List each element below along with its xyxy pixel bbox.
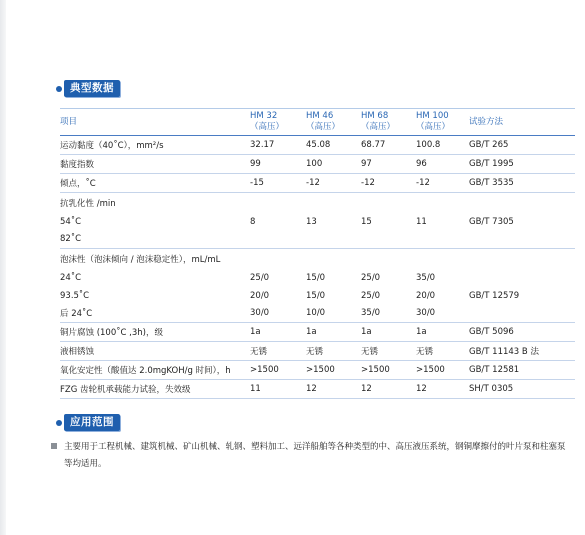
subrow-label: 24˚C [60, 272, 82, 283]
cell-value: 无锈 [416, 342, 469, 361]
section-header-typical-data [56, 80, 120, 97]
table-row [60, 361, 575, 380]
table-subrow [60, 231, 575, 249]
application-description: 主要用于工程机械、建筑机械、矿山机械、轧钢、塑料加工、远洋船舶等各种类型的中、高压液压系统，钢铜摩擦付的叶片泵和柱塞泵等均适用。 [64, 442, 566, 469]
cell-value: 96 [416, 155, 469, 174]
row-label: 运动黏度（40˚C），mm²/s [60, 136, 250, 155]
cell-value: 15/0 [306, 272, 326, 283]
cell-method: GB/T 5096 [469, 323, 575, 342]
cell-method: GB/T 1995 [469, 155, 575, 174]
cell-value: 无锈 [306, 342, 361, 361]
cell-method: SH/T 0305 [469, 380, 575, 399]
table-subrow [60, 213, 575, 231]
table-row [60, 174, 575, 193]
cell-value: 100.8 [416, 136, 469, 155]
row-label: 黏度指数 [60, 155, 250, 174]
bullet-dot-icon [56, 420, 62, 426]
header-hm32: HM 32 （高压） [250, 109, 306, 136]
cell-method: GB/T 12579 [469, 290, 520, 301]
header-hm68: HM 68 （高压） [361, 109, 416, 136]
cell-value: 35/0 [361, 305, 416, 323]
cell-value: 100 [306, 155, 361, 174]
cell-value: 无锈 [361, 342, 416, 361]
section-title: 典型数据 [64, 80, 120, 97]
cell-method: GB/T 7305 [469, 216, 514, 227]
cell-value: 8 [250, 216, 256, 227]
cell-value: >1500 [250, 361, 306, 380]
row-label: 抗乳化性 /min [60, 198, 116, 209]
row-label: 氧化安定性（酸值达 2.0mgKOH/g 时间），h [60, 361, 250, 380]
table-group-row [60, 193, 575, 213]
square-bullet-icon [51, 443, 57, 449]
cell-value: 15 [361, 216, 372, 227]
row-label: 倾点，˚C [60, 174, 250, 193]
cell-value: 35/0 [416, 272, 436, 283]
table-header-row [60, 109, 575, 136]
table-row [60, 323, 575, 342]
cell-value: 25/0 [361, 290, 381, 301]
cell-value: 45.08 [306, 136, 361, 155]
cell-value: 30/0 [416, 305, 469, 323]
cell-value: 10/0 [306, 305, 361, 323]
cell-value: 13 [306, 216, 317, 227]
header-hm100: HM 100 （高压） [416, 109, 469, 136]
cell-value: -12 [306, 174, 361, 193]
cell-value: -12 [416, 174, 469, 193]
cell-value: -12 [361, 174, 416, 193]
section-title: 应用范围 [64, 414, 120, 431]
table-subrow [60, 287, 575, 305]
cell-value: 32.17 [250, 136, 306, 155]
subrow-label: 后 24˚C [60, 305, 250, 323]
cell-method: GB/T 12581 [469, 361, 575, 380]
table-group-row [60, 249, 575, 269]
cell-value: 20/0 [250, 290, 270, 301]
cell-value: 无锈 [250, 342, 306, 361]
row-label: 泡沫性（泡沫倾向 / 泡沫稳定性），mL/mL [60, 254, 221, 265]
subrow-label: 54˚C [60, 216, 82, 227]
cell-value: 99 [250, 155, 306, 174]
cell-value: 20/0 [416, 290, 436, 301]
table-subrow [60, 269, 575, 287]
cell-method: GB/T 3535 [469, 174, 575, 193]
cell-value: >1500 [306, 361, 361, 380]
header-test-method: 试验方法 [469, 109, 575, 136]
cell-method: GB/T 11143 B 法 [469, 342, 575, 361]
cell-value: 11 [416, 216, 427, 227]
table-row [60, 155, 575, 174]
cell-value: >1500 [416, 361, 469, 380]
table-row [60, 342, 575, 361]
cell-method: GB/T 265 [469, 136, 575, 155]
cell-value: 30/0 [250, 305, 306, 323]
header-item: 项目 [60, 109, 250, 136]
bullet-dot-icon [56, 86, 62, 92]
header-hm46: HM 46 （高压） [306, 109, 361, 136]
cell-value: 12 [416, 380, 469, 399]
subrow-label: 93.5˚C [60, 290, 90, 301]
page-edge-strip [0, 0, 6, 535]
cell-value: 1a [250, 323, 306, 342]
row-label: FZG 齿轮机承载能力试验，失效级 [60, 380, 250, 399]
cell-value: 97 [361, 155, 416, 174]
subrow-label: 82˚C [60, 231, 250, 249]
cell-value: 68.77 [361, 136, 416, 155]
row-label: 铜片腐蚀 (100˚C ,3h)，级 [60, 323, 250, 342]
typical-data-table [60, 108, 575, 399]
cell-value: -15 [250, 174, 306, 193]
table-subrow [60, 305, 575, 323]
cell-value: 1a [306, 323, 361, 342]
cell-value: 15/0 [306, 290, 326, 301]
table-row [60, 136, 575, 155]
cell-value: 25/0 [361, 272, 381, 283]
cell-value: >1500 [361, 361, 416, 380]
cell-value: 11 [250, 380, 306, 399]
section-header-application [56, 414, 120, 431]
cell-value: 1a [361, 323, 416, 342]
row-label: 液相锈蚀 [60, 342, 250, 361]
table-row [60, 380, 575, 399]
cell-value: 12 [361, 380, 416, 399]
cell-value: 12 [306, 380, 361, 399]
cell-value: 25/0 [250, 272, 270, 283]
cell-value: 1a [416, 323, 469, 342]
